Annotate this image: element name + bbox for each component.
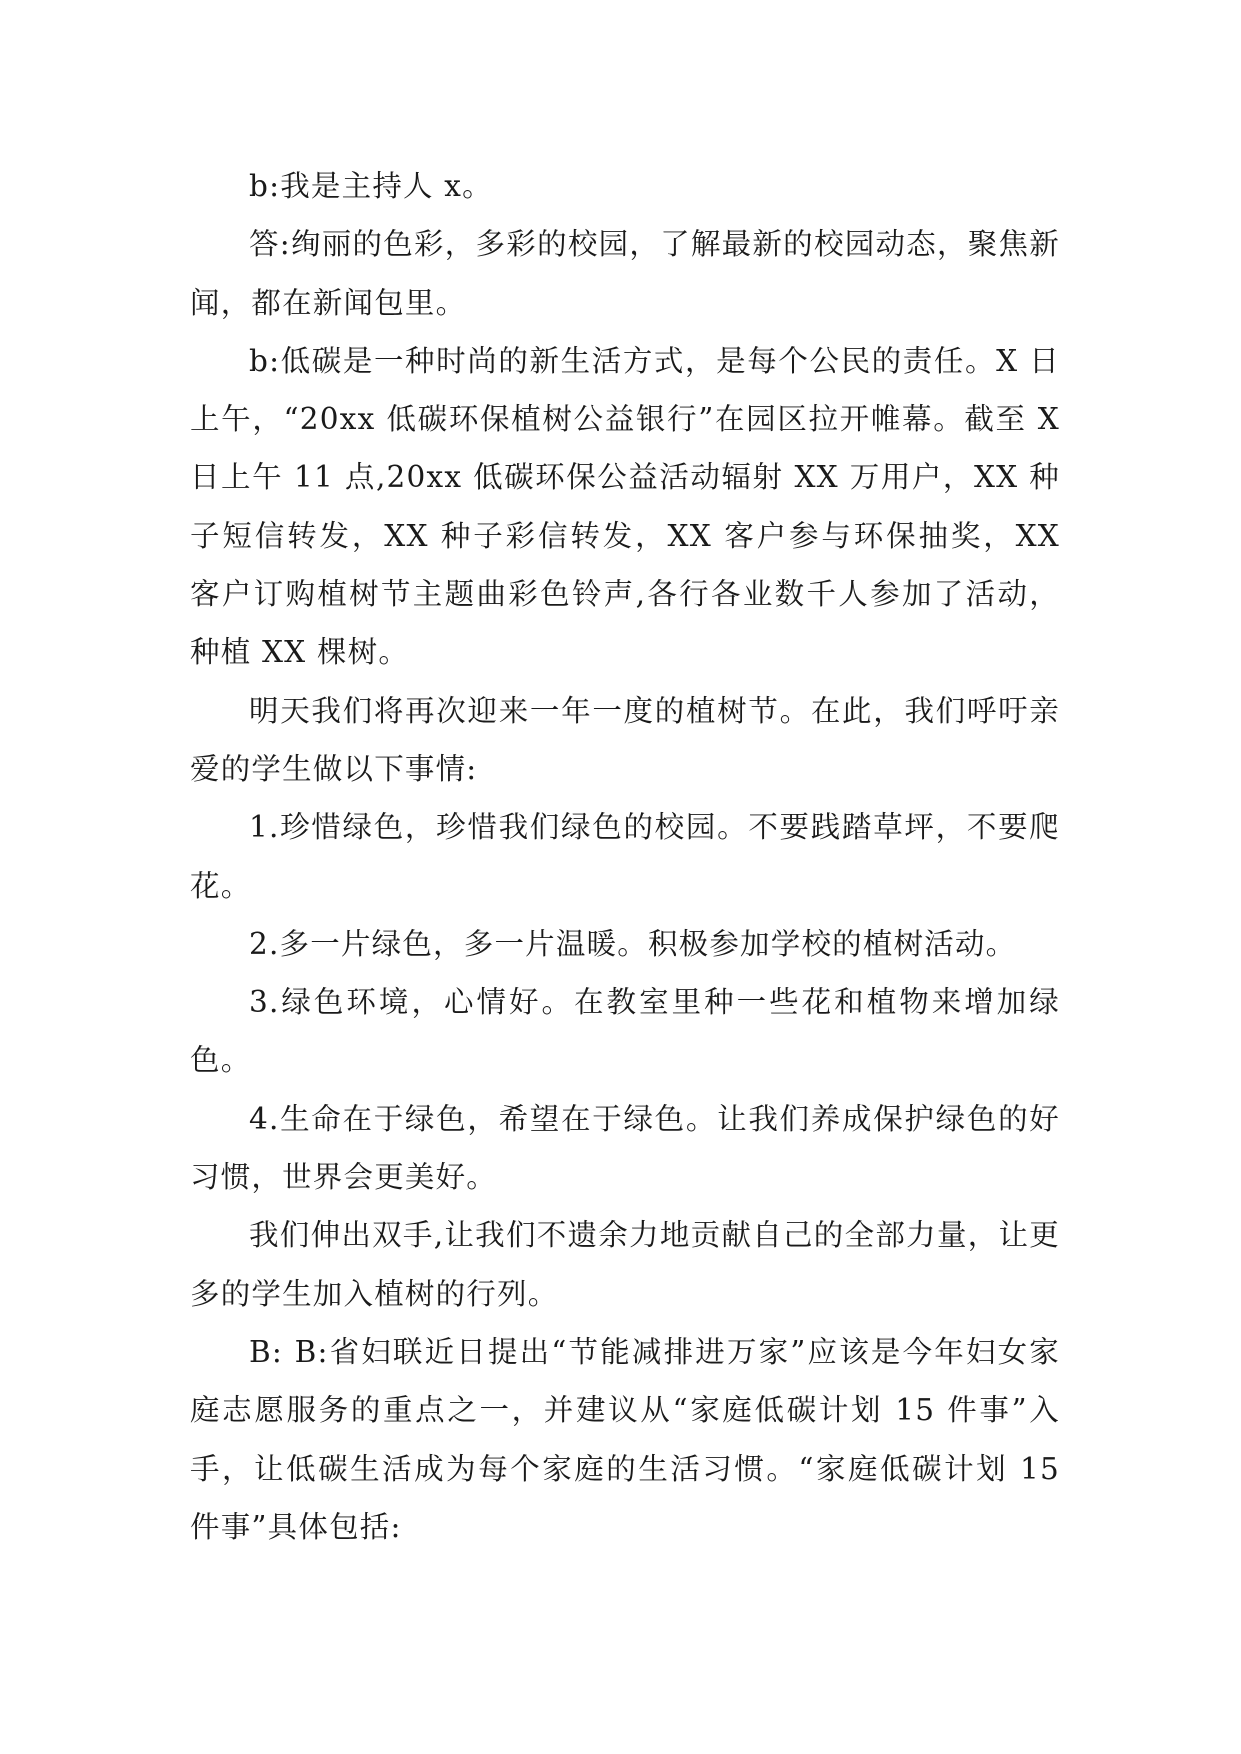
paragraph-join-us: 我们伸出双手,让我们不遗余力地贡献自己的全部力量，让更多的学生加入植树的行列。 (190, 1218, 1060, 1311)
paragraph-item-2: 2.多一片绿色，多一片温暖。积极参加学校的植树活动。 (249, 926, 1017, 961)
paragraph-family-plan: B: B:省妇联近日提出“节能减排进万家”应该是今年妇女家庭志愿服务的重点之一，并建议从“家庭低碳计划 15 件事”入手，让低碳生活成为每个家庭的生活习惯。“家庭低碳计划 15 件事”具体包括: (190, 1334, 1060, 1544)
paragraph-low-carbon-news: b:低碳是一种时尚的新生活方式，是每个公民的责任。X 日上午，“20xx 低碳环保植树公益银行”在园区拉开帷幕。截至 X 日上午 11 点,20xx 低碳环保公益活动辐射 XX 万用户，XX 种子短信转发，XX 种子彩信转发，XX 客户参与环保抽奖，XX 客户订购植树节主题曲彩色铃声,各行各业数千人参加了活动，种植 XX 棵树。 (190, 343, 1060, 670)
document-body (190, 157, 1060, 1556)
paragraph-item-4: 4.生命在于绿色，希望在于绿色。让我们养成保护绿色的好习惯，世界会更美好。 (190, 1101, 1060, 1195)
paragraph-item-1: 1.珍惜绿色，珍惜我们绿色的校园。不要践踏草坪，不要爬花。 (190, 810, 1060, 903)
paragraph-host-intro: b:我是主持人 x。 (249, 169, 493, 203)
paragraph-item-3: 3.绿色环境，心情好。在教室里种一些花和植物来增加绿色。 (190, 985, 1060, 1078)
paragraph-arbor-day-call: 明天我们将再次迎来一年一度的植树节。在此，我们呼吁亲爱的学生做以下事情: (190, 693, 1060, 786)
paragraph-answer: 答:绚丽的色彩，多彩的校园，了解最新的校园动态，聚焦新闻，都在新闻包里。 (190, 227, 1060, 320)
